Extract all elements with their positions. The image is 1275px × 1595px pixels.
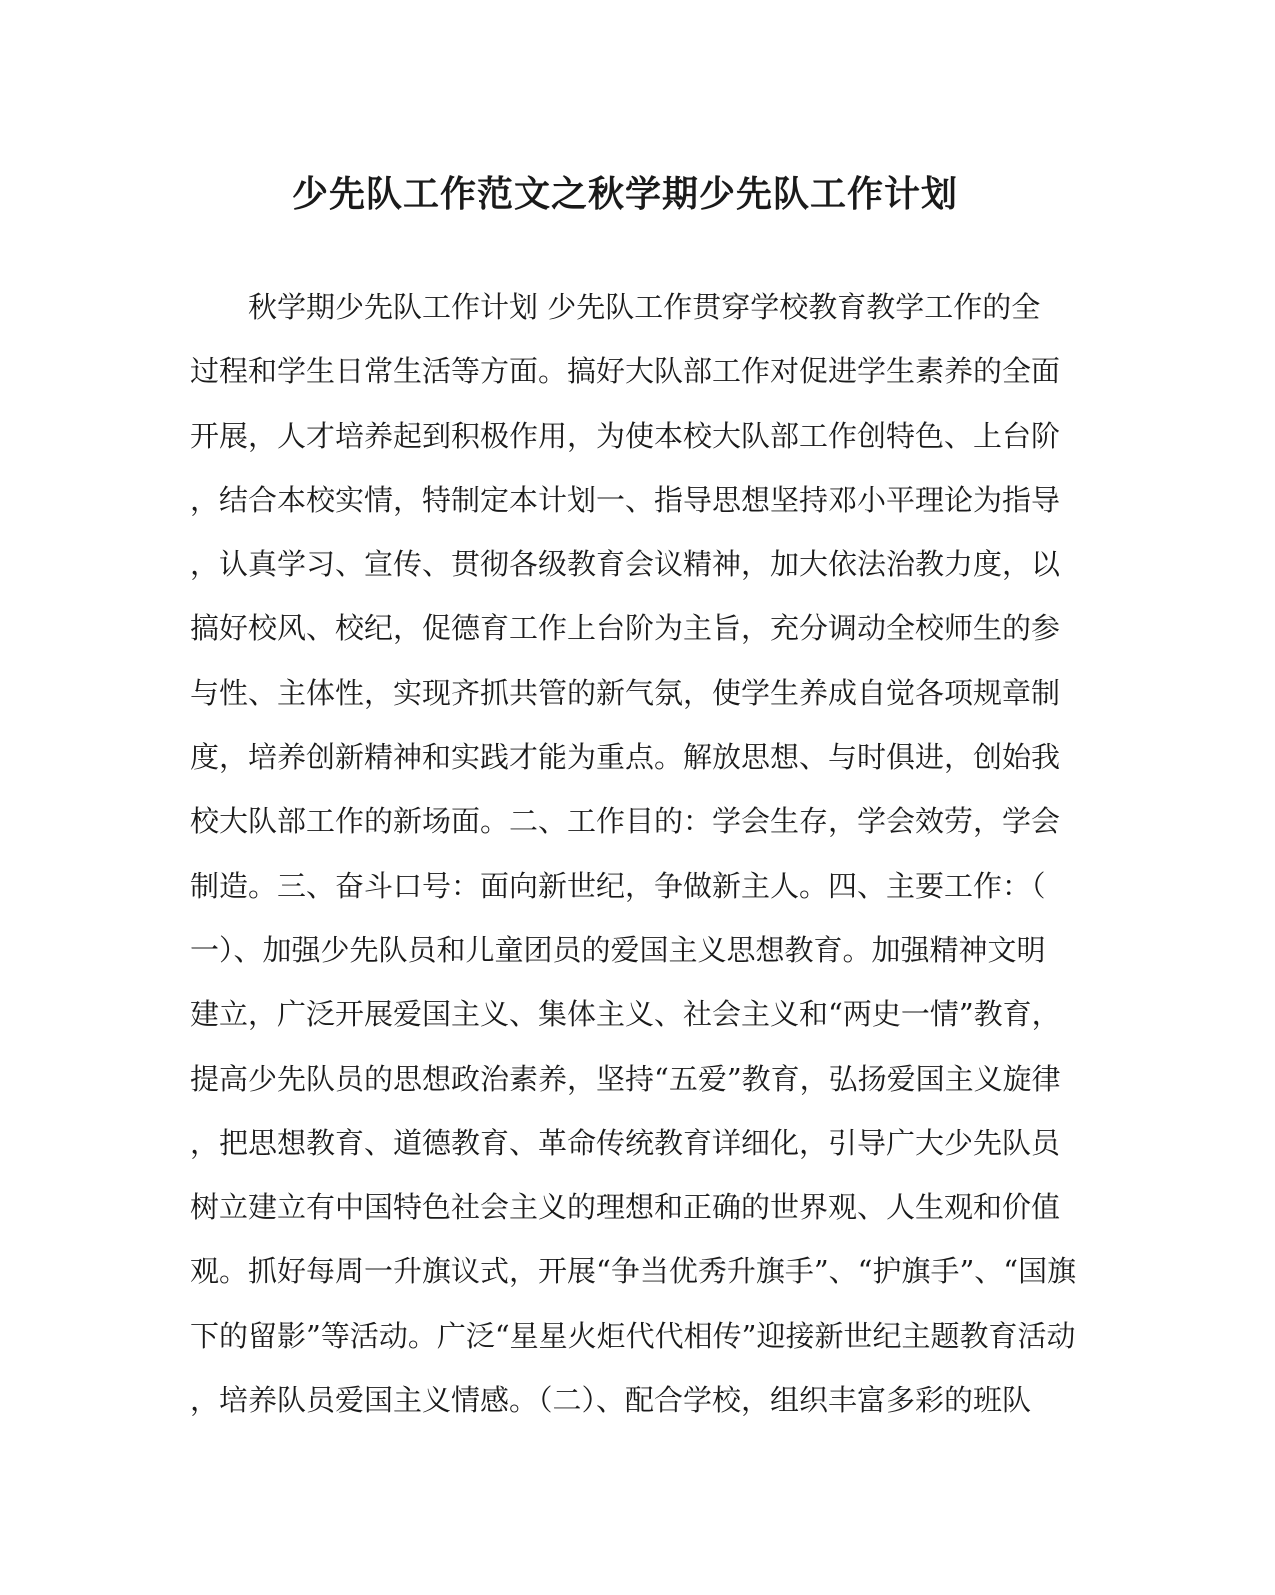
body-line: 度，培养创新精神和实践才能为重点。解放思想、与时俱进，创始我	[190, 740, 1061, 775]
body-line: 树立建立有中国特色社会主义的理想和正确的世界观、人生观和价值	[190, 1190, 1061, 1225]
body-line: ，结合本校实情，特制定本计划一、指导思想坚持邓小平理论为指导	[190, 482, 1061, 517]
body-line: 观。抓好每周一升旗议式，开展“争当优秀升旗手”、“护旗手”、“国旗	[190, 1254, 1077, 1289]
body-line: 秋学期少先队工作计划 少先队工作贯穿学校教育教学工作的全	[248, 290, 1041, 324]
body-line: 下的留影”等活动。广泛“星星火炬代代相传”迎接新世纪主题教育活动	[190, 1318, 1076, 1353]
body-line: 制造。三、奋斗口号：面向新世纪，争做新主人。四、主要工作：（	[190, 868, 1046, 903]
body-line: 校大队部工作的新场面。二、工作目的：学会生存，学会效劳，学会	[190, 804, 1061, 839]
document-title: 少先队工作范文之秋学期少先队工作计划	[291, 173, 958, 215]
body-line: 过程和学生日常生活等方面。搞好大队部工作对促进学生素养的全面	[190, 354, 1061, 389]
body-line: 与性、主体性，实现齐抓共管的新气氛，使学生养成自觉各项规章制	[190, 675, 1061, 710]
body-line: ，把思想教育、道德教育、革命传统教育详细化，引导广大少先队员	[190, 1125, 1061, 1160]
document-body	[190, 285, 1077, 1442]
body-line: ，认真学习、宣传、贯彻各级教育会议精神，加大依法治教力度，以	[190, 547, 1061, 582]
body-line: ，培养队员爱国主义情感。（二）、配合学校，组织丰富多彩的班队	[190, 1383, 1032, 1418]
body-line: 一）、加强少先队员和儿童团员的爱国主义思想教育。加强精神文明	[190, 932, 1046, 967]
body-line: 提高少先队员的思想政治素养，坚持“五爱”教育，弘扬爱国主义旋律	[190, 1061, 1061, 1096]
body-line: 开展，人才培养起到积极作用，为使本校大队部工作创特色、上台阶	[190, 418, 1061, 453]
body-line: 搞好校风、校纪，促德育工作上台阶为主旨，充分调动全校师生的参	[190, 611, 1061, 646]
body-line: 建立，广泛开展爱国主义、集体主义、社会主义和“两史一情”教育，	[190, 997, 1061, 1032]
